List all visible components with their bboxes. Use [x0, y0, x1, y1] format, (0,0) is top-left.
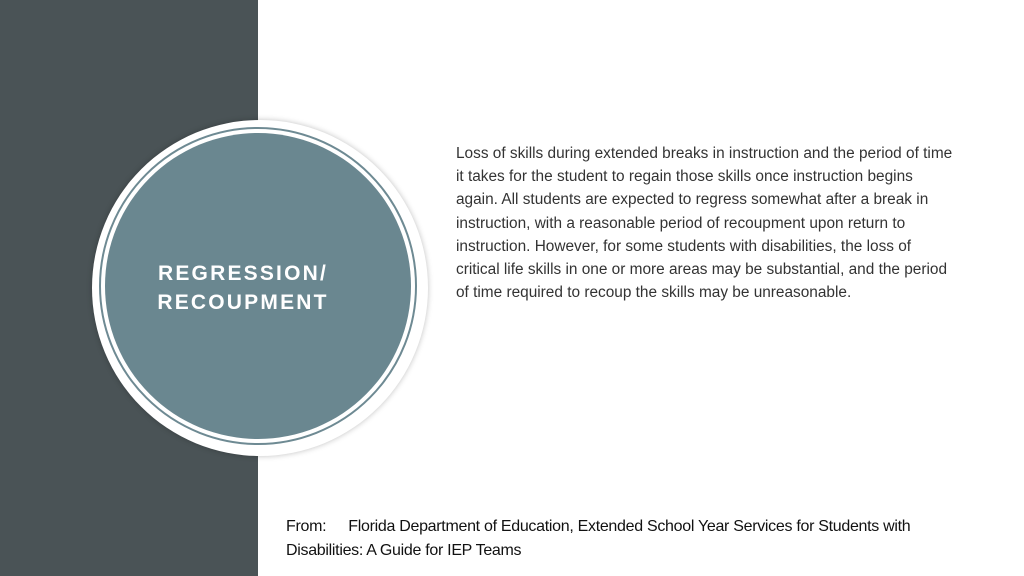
slide-title-line2: RECOUPMENT [157, 291, 329, 314]
slide-title [157, 259, 328, 317]
source-citation [286, 515, 986, 563]
definition-text: Loss of skills during extended breaks in instruction and the period of time it takes for the student to regain those skills once instruction begins again. All students are expected to regress somewhat after a break in instruction, with a reasonable period of recoupment upon return to instruction. However, for some students with disabilities, the loss of critical life skills in one or more areas may be substantial, and the period of time required to recoup the skills may be unreasonable. [456, 145, 953, 302]
source-label: From: [286, 518, 327, 535]
title-circle [105, 133, 411, 439]
slide-title-line1: REGRESSION/ [157, 262, 329, 285]
source-text: Florida Department of Education, Extended School Year Services for Students with Disabilities: A Guide for IEP Teams [286, 518, 911, 559]
